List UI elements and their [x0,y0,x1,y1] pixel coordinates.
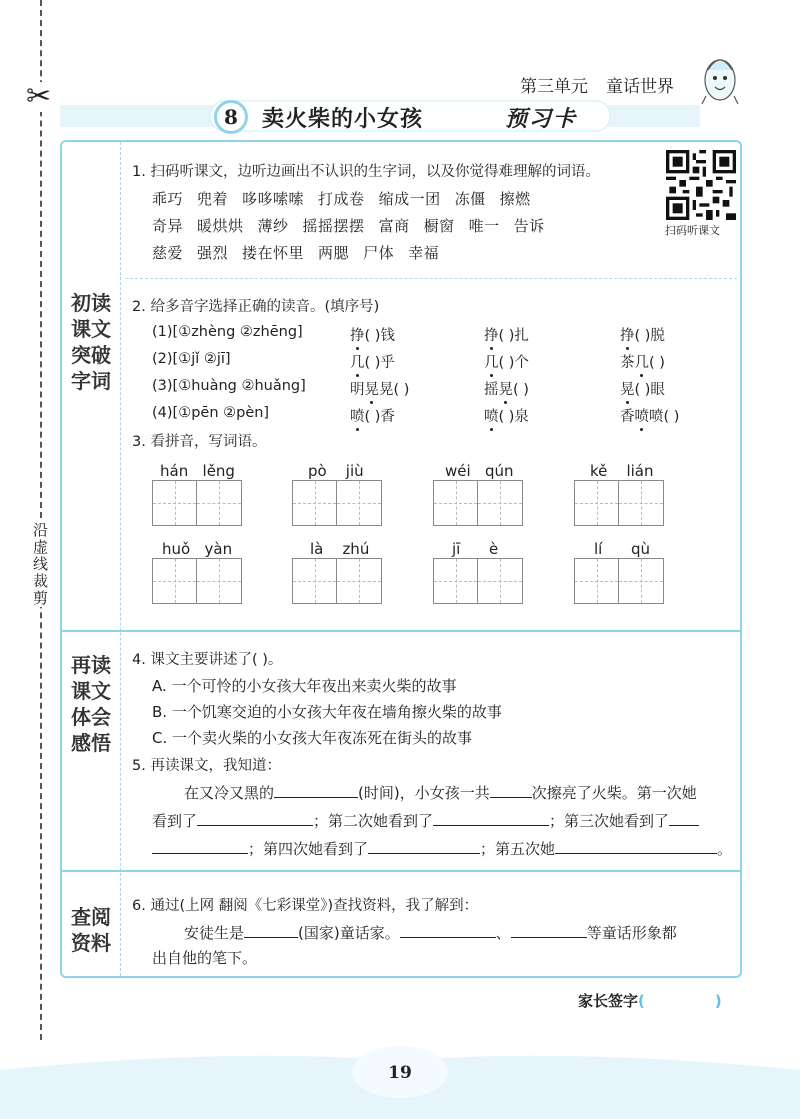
unit-theme: 童话世界 [606,77,674,97]
lesson-title: 卖火柴的小女孩 [262,107,424,132]
q2-item: 晃( )眼 [620,382,665,398]
word: 慈爱 [152,244,184,262]
word: 哆哆嗦嗦 [242,190,305,208]
word: 乖巧 [152,190,184,208]
pinyin-label: lí qù [594,540,650,558]
word: 缩成一团 [378,190,441,208]
section-divider [62,630,740,632]
unit-label: 第三单元 [520,77,588,97]
q6-line-1: 安徒生是 (国家)童话家。 、 等童话形象都 [184,924,677,942]
blank-field[interactable] [400,922,496,938]
pinyin-label: là zhú [310,540,370,558]
word: 富商 [378,217,410,235]
word: 强烈 [197,244,229,262]
section-label-1: 初读课文 突破字词 [71,291,111,393]
writing-grid[interactable] [433,558,523,604]
q2-options: (2)[①jǐ ②jī] [152,351,231,367]
blank-field[interactable] [669,810,699,826]
q2-options: (4)[①pēn ②pèn] [152,405,270,421]
section-label-2: 再读课文 体会感悟 [71,653,111,755]
q3-prompt: 3. 看拼音，写词语。 [132,434,267,450]
q5-line-3: ；第四次她看到了 ；第五次她 。 [152,838,732,859]
lesson-number: 8 [214,100,248,134]
doll-icon [700,48,740,108]
q4-option-c[interactable]: C. 一个卖火柴的小女孩大年夜冻死在街头的故事 [152,729,473,747]
word: 幸福 [408,244,440,262]
writing-grid[interactable] [292,480,382,526]
section-divider [62,870,740,872]
q1-prompt: 1. 扫码听课文，边听边画出不认识的生字词，以及你觉得难理解的词语。 [132,164,600,180]
q2-item: 香喷喷( ) [620,409,680,425]
word: 薄纱 [257,217,289,235]
q4-option-a[interactable]: A. 一个可怜的小女孩大年夜出来卖火柴的故事 [152,677,457,695]
q5-prompt: 5. 再读课文，我知道： [132,758,281,774]
pinyin-label: huǒ yàn [162,540,233,558]
blank-field[interactable] [244,922,298,938]
blank-field[interactable] [274,782,358,798]
word: 暖烘烘 [197,217,244,235]
q2-item: 几( )乎 [350,355,395,371]
blank-field[interactable] [368,838,480,854]
word: 唯一 [468,217,500,235]
q2-options: (1)[①zhèng ②zhēng] [152,324,303,340]
word: 两腮 [318,244,350,262]
q5-line-2: 看到了 ；第二次她看到了 ；第三次她看到了 [152,810,699,831]
page-number: 19 [388,1063,412,1083]
blank-field[interactable] [490,782,532,798]
word: 奇异 [152,217,184,235]
row-divider [125,278,737,279]
blank-field[interactable] [433,810,549,826]
pinyin-label: jī è [452,540,499,558]
pinyin-label: pò jiù [308,462,364,480]
word: 摇摇摆摆 [302,217,365,235]
blank-field[interactable] [152,838,248,854]
word: 打成卷 [318,190,365,208]
q2-item: 摇晃( ) [484,382,529,398]
q2-prompt: 2. 给多音字选择正确的读音。(填序号) [132,299,380,315]
writing-grid[interactable] [152,480,242,526]
q2-item: 明晃晃( ) [350,382,410,398]
scissors-icon: ✂ [26,79,52,114]
q2-item: 喷( )香 [350,409,395,425]
parent-signature: 家长签字( ) [578,992,722,1010]
blank-field[interactable] [197,810,313,826]
cut-instruction: 沿虚线裁剪 [31,522,49,607]
word: 兜着 [197,190,229,208]
word: 尸体 [363,244,395,262]
writing-grid[interactable] [574,480,664,526]
word: 橱窗 [423,217,455,235]
q4-option-b[interactable]: B. 一个饥寒交迫的小女孩大年夜在墙角擦火柴的故事 [152,703,502,721]
pinyin-label: hán lěng [160,462,235,480]
writing-grid[interactable] [292,558,382,604]
writing-grid[interactable] [152,558,242,604]
writing-grid[interactable] [574,558,664,604]
section-label-3: 查阅资料 [71,905,111,955]
blank-field[interactable] [511,922,587,938]
pinyin-label: kě lián [590,462,654,480]
q1-words-row-3 [152,242,453,263]
q2-item: 挣( )脱 [620,328,665,344]
pinyin-label: wéi qún [445,462,514,480]
q6-line-2: 出自他的笔下。 [152,949,258,967]
q2-item: 茶几( ) [620,355,665,371]
word: 告诉 [513,217,545,235]
word: 冻僵 [454,190,486,208]
q2-options: (3)[①huàng ②huǎng] [152,378,306,394]
word: 擦燃 [499,190,531,208]
cut-line [40,0,42,1040]
q2-item: 挣( )扎 [484,328,529,344]
card-title: 预习卡 [505,107,578,132]
q1-words-row-2 [152,215,559,236]
qr-code[interactable] [666,150,736,220]
q2-item: 喷( )泉 [484,409,529,425]
q6-prompt: 6. 通过(上网 翻阅《七彩课堂》)查找资料，我了解到： [132,898,479,914]
q2-item: 挣( )钱 [350,328,395,344]
qr-label: 扫码听课文 [665,224,720,237]
unit-title [520,72,692,97]
q4-prompt: 4. 课文主要讲述了( )。 [132,652,283,668]
column-divider [120,142,121,976]
word: 搂在怀里 [242,244,305,262]
q5-line-1: 在又冷又黑的 (时间)，小女孩一共 次擦亮了火柴。第一次她 [184,784,697,802]
writing-grid[interactable] [433,480,523,526]
q2-item: 几( )个 [484,355,529,371]
blank-field[interactable] [555,838,717,854]
q1-words-row-1 [152,188,545,209]
